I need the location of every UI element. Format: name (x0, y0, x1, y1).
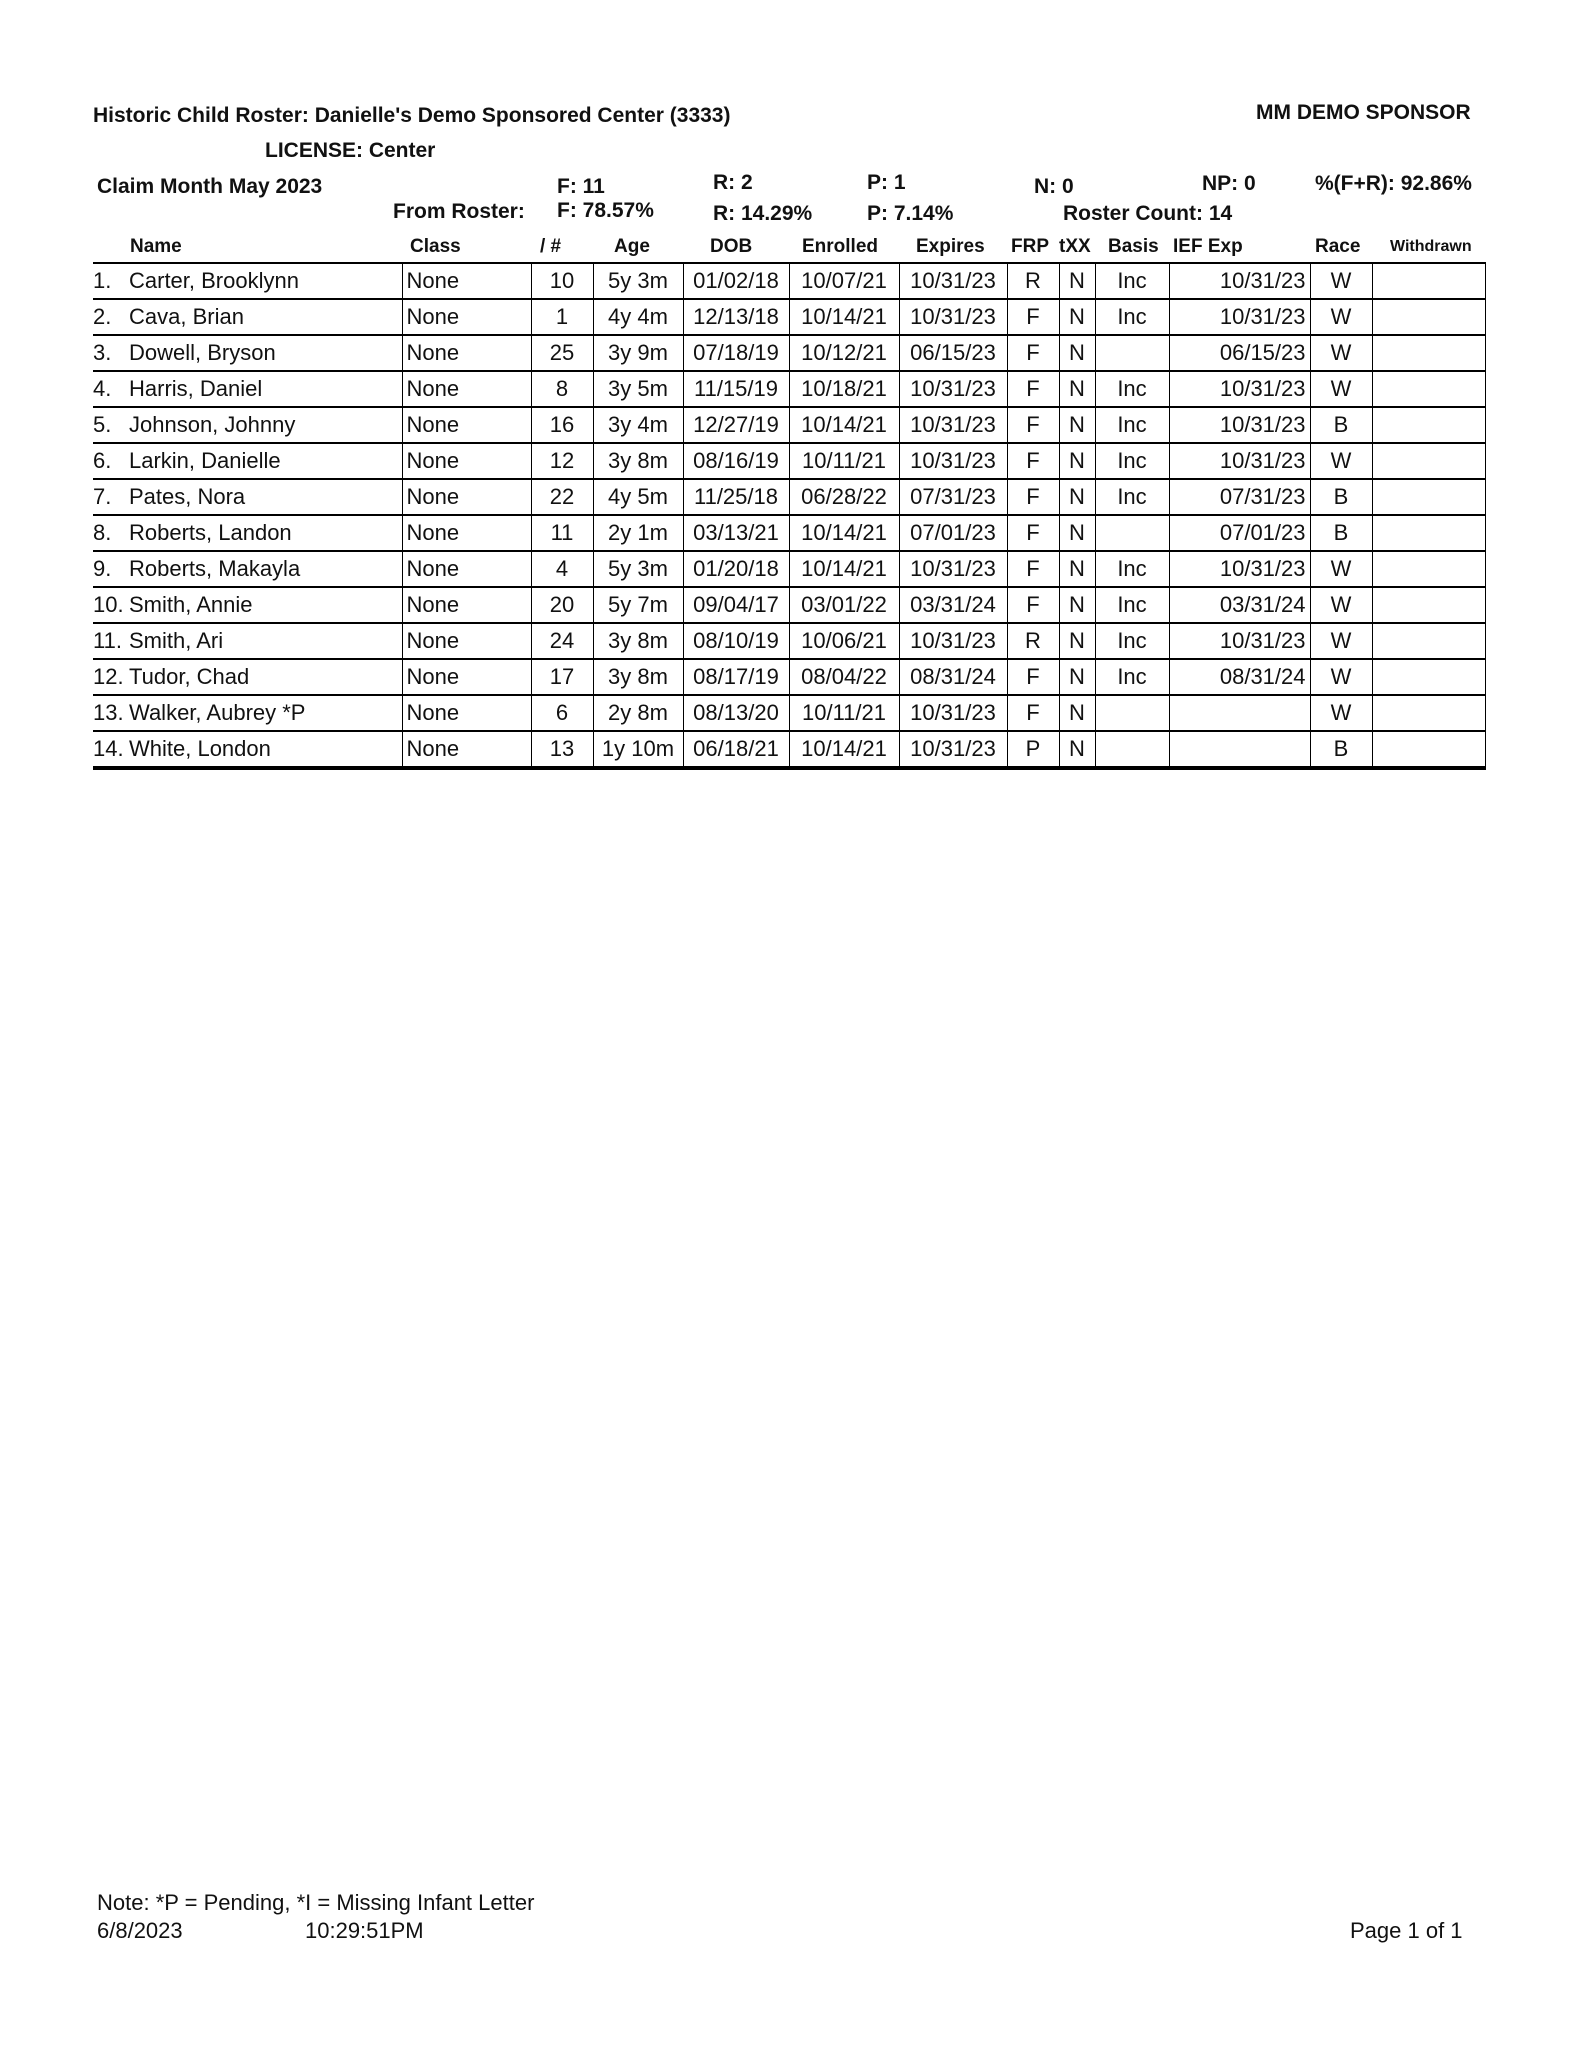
expires-cell: 10/31/23 (899, 407, 1007, 443)
withdrawn-cell (1372, 335, 1485, 371)
race-cell: W (1310, 695, 1372, 731)
age-cell: 3y 5m (593, 371, 683, 407)
expires-cell: 10/31/23 (899, 695, 1007, 731)
race-cell: W (1310, 623, 1372, 659)
id-cell: 24 (531, 623, 593, 659)
dob-cell: 11/15/19 (683, 371, 789, 407)
age-cell: 5y 7m (593, 587, 683, 623)
print-date: 6/8/2023 (97, 1918, 183, 1943)
class-cell: None (402, 299, 531, 335)
frp-cell: R (1007, 263, 1059, 299)
ief-exp-cell (1169, 731, 1310, 768)
name-cell (93, 335, 402, 371)
table-row (93, 587, 1485, 623)
basis-cell (1095, 695, 1169, 731)
withdrawn-cell (1372, 479, 1485, 515)
txx-cell: N (1059, 443, 1095, 479)
f-count: F: 11 (557, 175, 605, 198)
withdrawn-cell (1372, 515, 1485, 551)
race-cell: W (1310, 371, 1372, 407)
col-header-race: Race (1315, 236, 1361, 257)
enrolled-cell: 10/11/21 (789, 443, 899, 479)
enrolled-cell: 10/14/21 (789, 407, 899, 443)
race-cell: W (1310, 551, 1372, 587)
ief-exp-cell: 03/31/24 (1169, 587, 1310, 623)
id-cell: 20 (531, 587, 593, 623)
age-cell: 3y 4m (593, 407, 683, 443)
txx-cell: N (1059, 515, 1095, 551)
frp-cell: F (1007, 551, 1059, 587)
dob-cell: 07/18/19 (683, 335, 789, 371)
ief-exp-cell: 06/15/23 (1169, 335, 1310, 371)
name-cell (93, 479, 402, 515)
row-number: 13. (93, 700, 124, 725)
txx-cell: N (1059, 299, 1095, 335)
ief-exp-cell: 08/31/24 (1169, 659, 1310, 695)
enrolled-cell: 10/07/21 (789, 263, 899, 299)
table-row (93, 695, 1485, 731)
p-percent: P: 7.14% (867, 202, 954, 225)
enrolled-cell: 10/18/21 (789, 371, 899, 407)
row-number: 6. (93, 448, 112, 473)
page-number: Page 1 of 1 (1350, 1918, 1463, 1943)
n-count: N: 0 (1034, 175, 1074, 198)
age-cell: 3y 8m (593, 623, 683, 659)
child-name: Johnson, Johnny (129, 412, 296, 437)
name-cell (93, 659, 402, 695)
child-name: Smith, Ari (129, 628, 224, 653)
col-header-dob: DOB (710, 236, 753, 257)
child-name: Larkin, Danielle (129, 448, 281, 473)
txx-cell: N (1059, 659, 1095, 695)
race-cell: W (1310, 335, 1372, 371)
child-name: Dowell, Bryson (129, 340, 276, 365)
enrolled-cell: 03/01/22 (789, 587, 899, 623)
age-cell: 3y 8m (593, 659, 683, 695)
row-number: 2. (93, 304, 112, 329)
table-row (93, 335, 1485, 371)
id-cell: 4 (531, 551, 593, 587)
enrolled-cell: 10/14/21 (789, 551, 899, 587)
frp-cell: F (1007, 479, 1059, 515)
race-cell: B (1310, 479, 1372, 515)
id-cell: 10 (531, 263, 593, 299)
txx-cell: N (1059, 263, 1095, 299)
class-cell: None (402, 443, 531, 479)
race-cell: W (1310, 659, 1372, 695)
id-cell: 11 (531, 515, 593, 551)
basis-cell: Inc (1095, 479, 1169, 515)
age-cell: 5y 3m (593, 551, 683, 587)
col-header-age: Age (614, 236, 650, 257)
row-number: 10. (93, 592, 124, 617)
ief-exp-cell: 10/31/23 (1169, 299, 1310, 335)
basis-cell (1095, 515, 1169, 551)
name-cell (93, 623, 402, 659)
row-number: 4. (93, 376, 112, 401)
table-row (93, 263, 1485, 299)
child-name: Cava, Brian (129, 304, 244, 329)
col-header-basis: Basis (1108, 236, 1159, 257)
child-name: Roberts, Landon (129, 520, 292, 545)
basis-cell: Inc (1095, 371, 1169, 407)
withdrawn-cell (1372, 551, 1485, 587)
roster-count: Roster Count: 14 (1063, 202, 1233, 225)
basis-cell: Inc (1095, 407, 1169, 443)
col-header-name: Name (130, 236, 182, 257)
license-label: LICENSE: Center (265, 139, 436, 162)
txx-cell: N (1059, 479, 1095, 515)
txx-cell: N (1059, 731, 1095, 768)
frp-cell: F (1007, 443, 1059, 479)
child-name: Carter, Brooklynn (129, 268, 299, 293)
row-number: 8. (93, 520, 112, 545)
frp-cell: R (1007, 623, 1059, 659)
basis-cell: Inc (1095, 443, 1169, 479)
f-percent: F: 78.57% (557, 199, 654, 222)
basis-cell (1095, 731, 1169, 768)
dob-cell: 08/10/19 (683, 623, 789, 659)
report-title: Historic Child Roster: Danielle's Demo Sponsored Center (3333) (93, 104, 731, 127)
r-percent: R: 14.29% (713, 202, 813, 225)
race-cell: B (1310, 731, 1372, 768)
r-count: R: 2 (713, 171, 753, 194)
age-cell: 5y 3m (593, 263, 683, 299)
race-cell: W (1310, 299, 1372, 335)
col-header-frp: FRP (1011, 236, 1049, 257)
class-cell: None (402, 551, 531, 587)
frp-cell: F (1007, 407, 1059, 443)
table-row (93, 299, 1485, 335)
name-cell (93, 371, 402, 407)
age-cell: 2y 8m (593, 695, 683, 731)
class-cell: None (402, 731, 531, 768)
col-header-id: / # (540, 236, 562, 257)
table-row (93, 659, 1485, 695)
col-header-ief-exp: IEF Exp (1173, 236, 1243, 257)
frp-cell: F (1007, 695, 1059, 731)
expires-cell: 07/31/23 (899, 479, 1007, 515)
withdrawn-cell (1372, 659, 1485, 695)
expires-cell: 08/31/24 (899, 659, 1007, 695)
txx-cell: N (1059, 551, 1095, 587)
basis-cell (1095, 335, 1169, 371)
row-number: 1. (93, 268, 112, 293)
id-cell: 13 (531, 731, 593, 768)
roster-body (93, 263, 1485, 768)
ief-exp-cell (1169, 695, 1310, 731)
ief-exp-cell: 10/31/23 (1169, 371, 1310, 407)
row-number: 7. (93, 484, 112, 509)
col-header-withdrawn: Withdrawn (1390, 238, 1472, 255)
child-name: Smith, Annie (129, 592, 253, 617)
expires-cell: 10/31/23 (899, 263, 1007, 299)
child-name: Roberts, Makayla (129, 556, 301, 581)
name-cell (93, 407, 402, 443)
roster-table (93, 262, 1486, 770)
id-cell: 22 (531, 479, 593, 515)
dob-cell: 08/13/20 (683, 695, 789, 731)
withdrawn-cell (1372, 443, 1485, 479)
frp-cell: F (1007, 335, 1059, 371)
row-number: 5. (93, 412, 112, 437)
basis-cell: Inc (1095, 587, 1169, 623)
expires-cell: 10/31/23 (899, 623, 1007, 659)
expires-cell: 03/31/24 (899, 587, 1007, 623)
table-row (93, 731, 1485, 768)
dob-cell: 03/13/21 (683, 515, 789, 551)
race-cell: B (1310, 407, 1372, 443)
id-cell: 25 (531, 335, 593, 371)
expires-cell: 10/31/23 (899, 371, 1007, 407)
class-cell: None (402, 371, 531, 407)
expires-cell: 10/31/23 (899, 299, 1007, 335)
withdrawn-cell (1372, 299, 1485, 335)
withdrawn-cell (1372, 371, 1485, 407)
name-cell (93, 695, 402, 731)
legend-note: Note: *P = Pending, *I = Missing Infant Letter (97, 1890, 535, 1915)
withdrawn-cell (1372, 587, 1485, 623)
frp-cell: F (1007, 659, 1059, 695)
age-cell: 1y 10m (593, 731, 683, 768)
name-cell (93, 263, 402, 299)
dob-cell: 12/27/19 (683, 407, 789, 443)
enrolled-cell: 10/14/21 (789, 299, 899, 335)
expires-cell: 10/31/23 (899, 731, 1007, 768)
txx-cell: N (1059, 695, 1095, 731)
ief-exp-cell: 10/31/23 (1169, 443, 1310, 479)
print-time: 10:29:51PM (305, 1918, 424, 1943)
name-cell (93, 515, 402, 551)
ief-exp-cell: 10/31/23 (1169, 623, 1310, 659)
ief-exp-cell: 07/31/23 (1169, 479, 1310, 515)
enrolled-cell: 08/04/22 (789, 659, 899, 695)
dob-cell: 08/17/19 (683, 659, 789, 695)
row-number: 9. (93, 556, 112, 581)
basis-cell: Inc (1095, 263, 1169, 299)
claim-month: Claim Month May 2023 (97, 175, 323, 198)
np-count: NP: 0 (1202, 172, 1256, 195)
ief-exp-cell: 10/31/23 (1169, 551, 1310, 587)
basis-cell: Inc (1095, 551, 1169, 587)
expires-cell: 06/15/23 (899, 335, 1007, 371)
col-header-enrolled: Enrolled (802, 236, 879, 257)
age-cell: 3y 9m (593, 335, 683, 371)
col-header-txx: tXX (1059, 236, 1091, 257)
enrolled-cell: 10/12/21 (789, 335, 899, 371)
frp-cell: F (1007, 371, 1059, 407)
dob-cell: 11/25/18 (683, 479, 789, 515)
race-cell: W (1310, 263, 1372, 299)
row-number: 11. (93, 628, 122, 653)
id-cell: 17 (531, 659, 593, 695)
child-name: White, London (129, 736, 271, 761)
fr-percent: %(F+R): 92.86% (1315, 172, 1472, 195)
table-row (93, 515, 1485, 551)
withdrawn-cell (1372, 731, 1485, 768)
table-row (93, 443, 1485, 479)
col-header-expires: Expires (916, 236, 985, 257)
enrolled-cell: 10/06/21 (789, 623, 899, 659)
race-cell: W (1310, 443, 1372, 479)
basis-cell: Inc (1095, 659, 1169, 695)
age-cell: 4y 5m (593, 479, 683, 515)
txx-cell: N (1059, 407, 1095, 443)
child-name: Pates, Nora (129, 484, 246, 509)
id-cell: 1 (531, 299, 593, 335)
age-cell: 3y 8m (593, 443, 683, 479)
dob-cell: 12/13/18 (683, 299, 789, 335)
age-cell: 4y 4m (593, 299, 683, 335)
age-cell: 2y 1m (593, 515, 683, 551)
id-cell: 12 (531, 443, 593, 479)
table-row (93, 551, 1485, 587)
id-cell: 16 (531, 407, 593, 443)
class-cell: None (402, 587, 531, 623)
txx-cell: N (1059, 623, 1095, 659)
table-row (93, 623, 1485, 659)
txx-cell: N (1059, 587, 1095, 623)
class-cell: None (402, 659, 531, 695)
dob-cell: 01/02/18 (683, 263, 789, 299)
ief-exp-cell: 10/31/23 (1169, 263, 1310, 299)
child-name: Tudor, Chad (129, 664, 250, 689)
table-row (93, 479, 1485, 515)
row-number: 12. (93, 664, 124, 689)
race-cell: B (1310, 515, 1372, 551)
name-cell (93, 731, 402, 768)
name-cell (93, 299, 402, 335)
basis-cell: Inc (1095, 623, 1169, 659)
enrolled-cell: 06/28/22 (789, 479, 899, 515)
child-name: Walker, Aubrey *P (129, 700, 306, 725)
basis-cell: Inc (1095, 299, 1169, 335)
class-cell: None (402, 623, 531, 659)
class-cell: None (402, 335, 531, 371)
txx-cell: N (1059, 335, 1095, 371)
frp-cell: P (1007, 731, 1059, 768)
txx-cell: N (1059, 371, 1095, 407)
col-header-class: Class (410, 236, 461, 257)
name-cell (93, 443, 402, 479)
table-row (93, 371, 1485, 407)
id-cell: 6 (531, 695, 593, 731)
ief-exp-cell: 10/31/23 (1169, 407, 1310, 443)
id-cell: 8 (531, 371, 593, 407)
frp-cell: F (1007, 587, 1059, 623)
expires-cell: 10/31/23 (899, 551, 1007, 587)
name-cell (93, 587, 402, 623)
p-count: P: 1 (867, 171, 906, 194)
class-cell: None (402, 515, 531, 551)
class-cell: None (402, 407, 531, 443)
class-cell: None (402, 479, 531, 515)
withdrawn-cell (1372, 695, 1485, 731)
expires-cell: 07/01/23 (899, 515, 1007, 551)
child-name: Harris, Daniel (129, 376, 263, 401)
ief-exp-cell: 07/01/23 (1169, 515, 1310, 551)
dob-cell: 08/16/19 (683, 443, 789, 479)
withdrawn-cell (1372, 623, 1485, 659)
enrolled-cell: 10/14/21 (789, 515, 899, 551)
row-number: 14. (93, 736, 124, 761)
race-cell: W (1310, 587, 1372, 623)
class-cell: None (402, 263, 531, 299)
enrolled-cell: 10/11/21 (789, 695, 899, 731)
frp-cell: F (1007, 515, 1059, 551)
frp-cell: F (1007, 299, 1059, 335)
from-roster-label: From Roster: (393, 200, 525, 223)
class-cell: None (402, 695, 531, 731)
name-cell (93, 551, 402, 587)
expires-cell: 10/31/23 (899, 443, 1007, 479)
sponsor-name: MM DEMO SPONSOR (1256, 101, 1471, 124)
withdrawn-cell (1372, 407, 1485, 443)
withdrawn-cell (1372, 263, 1485, 299)
table-row (93, 407, 1485, 443)
dob-cell: 06/18/21 (683, 731, 789, 768)
dob-cell: 09/04/17 (683, 587, 789, 623)
dob-cell: 01/20/18 (683, 551, 789, 587)
enrolled-cell: 10/14/21 (789, 731, 899, 768)
row-number: 3. (93, 340, 112, 365)
